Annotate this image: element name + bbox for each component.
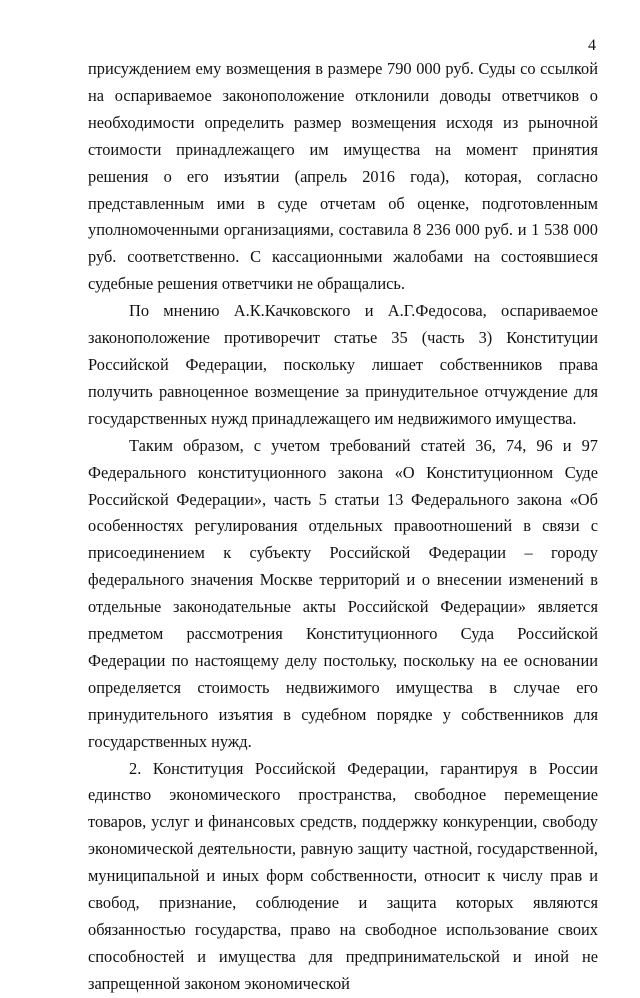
paragraph-constitution-guarantees: 2. Конституция Российской Федерации, гарантируя в России единство экономического пространства, свободное перемещение товаров, услуг и финансовых средств, поддержку конкуренции, свободу экономической деятельности, равную защиту частной, государственной, муниципальной и иных форм собственности, относит к числу прав и свобод, признание, соблюдение и защита которых являются обязанностью государства, право на свободное использование своих способностей и имущества для предпринимательской и иной не запрещенной законом экономической: [88, 758, 598, 993]
paragraph-subject-of-review: Таким образом, с учетом требований статей 36, 74, 96 и 97 Федерального конституционного закона «О Конституционном Суде Российской Федерации», часть 5 статьи 13 Федерального закона «Об особенностях регулирования отдельных правоотношений в связи с присоединением к субъекту Российской Федерации – городу федерального значения Москве территорий и о внесении изменений в отдельные законодательные акты Российской Федерации» является предметом рассмотрения Конституционного Суда Российской Федерации по настоящему делу постольку, поскольку на ее основании определяется стоимость недвижимого имущества в случае его принудительного изъятия в судебном порядке у собственников для государственных нужд.: [88, 435, 598, 751]
paragraph-opinion: По мнению А.К.Качковского и А.Г.Федосова, оспариваемое законоположение противоречит статье 35 (часть 3) Конституции Российской Федерации, поскольку лишает собственников права получить равноценное возмещение за принудительное отчуждение для государственных нужд принадлежащего им недвижимого имущества.: [88, 301, 598, 428]
document-body: [88, 56, 598, 998]
page-number: 4: [588, 37, 596, 54]
paragraph-continuation: присуждением ему возмещения в размере 790 000 руб. Суды со ссылкой на оспариваемое законоположение отклонили доводы ответчиков о необходимости определить размер возмещения исходя из рыночной стоимости принадлежащего им имущества на момент принятия решения о его изъятии (апрель 2016 года), которая, согласно представленным ими в суде отчетам об оценке, подготовленным уполномоченными организациями, составила 8 236 000 руб. и 1 538 000 руб. соответственно. С кассационными жалобами на состоявшиеся судебные решения ответчики не обращались.: [88, 59, 598, 294]
